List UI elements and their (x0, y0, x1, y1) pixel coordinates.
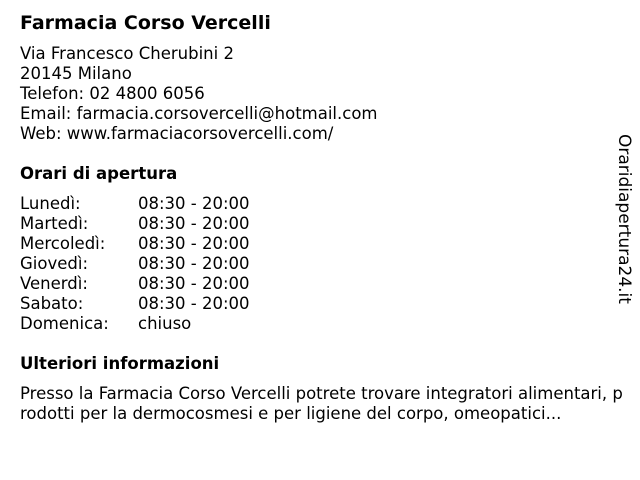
contact-block (20, 44, 378, 144)
hours-time: 08:30 - 20:00 (138, 214, 250, 233)
hours-heading: Orari di apertura (20, 164, 178, 183)
hours-time: chiuso (138, 314, 192, 333)
hours-day: Domenica: (20, 314, 109, 333)
info-heading: Ulteriori informazioni (20, 354, 220, 373)
hours-day: Giovedì: (20, 254, 88, 273)
hours-day: Mercoledì: (20, 234, 106, 253)
site-watermark: Oraridiapertura24.it (614, 134, 634, 304)
phone-text: Telefon: 02 4800 6056 (20, 84, 205, 103)
hours-time: 08:30 - 20:00 (138, 234, 250, 253)
hours-day: Sabato: (20, 294, 84, 313)
address-line-street: Via Francesco Cherubini 2 (20, 44, 234, 63)
web-text: Web: www.farmaciacorsovercelli.com/ (20, 124, 334, 143)
hours-time: 08:30 - 20:00 (138, 274, 250, 293)
hours-day: Lunedì: (20, 194, 81, 213)
hours-time: 08:30 - 20:00 (138, 194, 250, 213)
address-line-city: 20145 Milano (20, 64, 132, 83)
hours-time: 08:30 - 20:00 (138, 254, 250, 273)
hours-day: Venerdì: (20, 274, 88, 293)
pharmacy-name: Farmacia Corso Vercelli (20, 12, 271, 34)
hours-day: Martedì: (20, 214, 89, 233)
info-description: Presso la Farmacia Corso Vercelli potrete trovare integratori alimentari, prodotti per la dermocosmesi e per ligiene del corpo, omeopatici... (20, 384, 623, 423)
email-text: Email: farmacia.corsovercelli@hotmail.com (20, 104, 378, 123)
hours-time: 08:30 - 20:00 (138, 294, 250, 313)
